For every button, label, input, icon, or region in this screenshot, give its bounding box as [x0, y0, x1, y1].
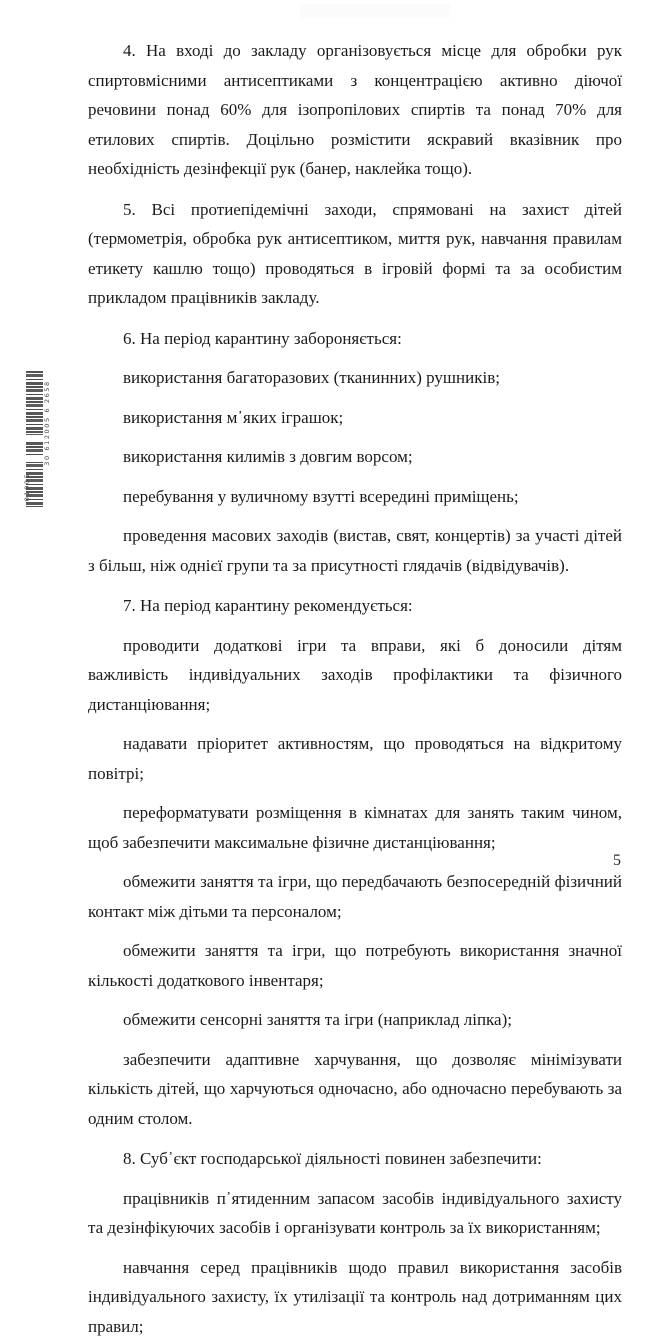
barcode-quiet-zone-1	[26, 435, 43, 440]
paragraph-item-7-a: проводити додаткові ігри та вправи, які б доносили дітям важливість індивідуальних заходів профілактики та фізичного дистанціювання;	[88, 631, 622, 720]
barcode-sticker	[21, 371, 43, 507]
paragraph-item-7-c: переформатувати розміщення в кімнатах для занять таким чином, щоб забезпечити максимальне фізичне дистанціювання;	[88, 798, 622, 857]
paragraph-item-7-e: обмежити заняття та ігри, що потребують використання значної кількості додаткового інвентаря;	[88, 936, 622, 995]
paragraph-item-8-b: навчання серед працівників щодо правил використання засобів індивідуального захисту, їх утилізації та контроль над дотриманням цих правил;	[88, 1253, 622, 1341]
paragraph-item-6-b: використання м᾽яких іграшок;	[88, 403, 622, 433]
paragraph-item-8: 8. Суб᾽єкт господарської діяльності повинен забезпечити:	[88, 1144, 622, 1174]
paragraph-item-6-e: проведення масових заходів (вистав, свят, концертів) за участі дітей з більш, ніж однієї групи та за присутності глядачів (відвідувачів).	[88, 521, 622, 580]
page-number: 5	[605, 852, 629, 870]
paragraph-item-5: 5. Всі протиепідемічні заходи, спрямовані на захист дітей (термометрія, обробка рук антисептиком, миття рук, навчання правилам етикету кашлю тощо) проводяться в ігровій формі та за особистим прикладом працівників закладу.	[88, 195, 622, 313]
barcode-digits-main: 30 612005 6 2658	[43, 355, 51, 491]
paragraph-item-7-d: обмежити заняття та ігри, що передбачають безпосередній фізичний контакт між дітьми та персоналом;	[88, 867, 622, 926]
document-body	[88, 36, 622, 1341]
paragraph-item-7-f: обмежити сенсорні заняття та ігри (наприклад ліпка);	[88, 1005, 622, 1035]
scan-artifact	[300, 4, 450, 18]
barcode-digits-tail: 01005	[23, 461, 31, 513]
paragraph-item-6-d: перебування у вуличному взутті всередині приміщень;	[88, 482, 622, 512]
paragraph-item-8-a: працівників п᾽ятиденним запасом засобів індивідуального захисту та дезінфікуючих засобів і організувати контроль за їх використанням;	[88, 1184, 622, 1243]
paragraph-item-7-g: забезпечити адаптивне харчування, що дозволяє мінімізувати кількість дітей, що харчуються одночасно, або одночасно перебувають за одним столом.	[88, 1045, 622, 1134]
paragraph-item-4: 4. На вході до закладу організовується місце для обробки рук спиртовмісними антисептиками з концентрацією активно діючої речовини понад 60% для ізопропілових спиртів та понад 70% для етилових спиртів. Доцільно розмістити яскравий вказівник про необхідність дезінфекції рук (банер, наклейка тощо).	[88, 36, 622, 184]
paragraph-item-6-c: використання килимів з довгим ворсом;	[88, 442, 622, 472]
paragraph-item-6: 6. На період карантину забороняється:	[88, 324, 622, 354]
paragraph-item-7-b: надавати пріоритет активностям, що проводяться на відкритому повітрі;	[88, 729, 622, 788]
paragraph-item-6-a: використання багаторазових (тканинних) рушників;	[88, 363, 622, 393]
paragraph-item-7: 7. На період карантину рекомендується:	[88, 591, 622, 621]
